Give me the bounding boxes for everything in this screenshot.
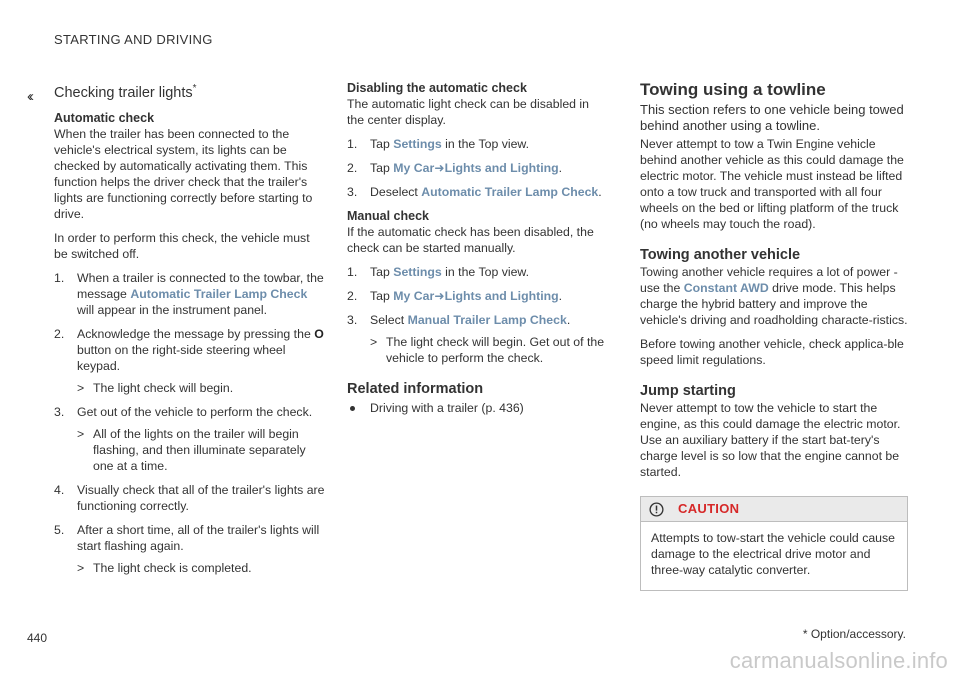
- paragraph: If the automatic check has been disabled, the check can be started manually.: [347, 225, 594, 255]
- footnote: * Option/accessory.: [802, 627, 906, 641]
- warning-icon: [649, 502, 664, 517]
- list-item: 2. Tap My Car➜Lights and Lighting.: [347, 289, 563, 303]
- list-item: 3. Deselect Automatic Trailer Lamp Check.: [347, 185, 602, 199]
- list-item: 1. Tap Settings in the Top view.: [347, 265, 530, 279]
- column-towline: [640, 80, 908, 591]
- result-arrow-icon: >: [77, 426, 85, 441]
- manual-lamp-check-link[interactable]: Manual Trailer Lamp Check: [407, 313, 567, 327]
- step-list: [347, 264, 609, 366]
- section-title-towline: Towing using a towline: [640, 80, 826, 99]
- my-car-link[interactable]: My Car: [393, 161, 435, 175]
- paragraph: The automatic light check can be disabled in the center display.: [347, 97, 589, 127]
- trailer-lamp-check-link[interactable]: Automatic Trailer Lamp Check: [421, 185, 599, 199]
- list-item: 3. Select Manual Trailer Lamp Check. > The light check will begin. Get out of the vehicle to perform the check.: [347, 312, 609, 366]
- bullet-icon: [350, 406, 355, 411]
- caution-header: [641, 497, 907, 522]
- paragraph: Towing another vehicle requires a lot of power - use the Constant AWD drive mode. This helps charge the hybrid battery and improve the vehicle's driving and roadholding characte-ristics.: [640, 265, 908, 327]
- caution-text: Attempts to tow-start the vehicle could cause damage to the electrical drive motor and three-way catalytic converter.: [651, 531, 896, 577]
- list-item: 1. Tap Settings in the Top view.: [347, 137, 530, 151]
- paragraph: Before towing another vehicle, check applica-ble speed limit regulations.: [640, 337, 904, 367]
- subheading-disabling: Disabling the automatic check: [347, 81, 527, 95]
- subheading-towing-another-vehicle: Towing another vehicle: [640, 247, 801, 263]
- page-number: 440: [27, 631, 48, 645]
- step-result: > The light check will begin.: [77, 380, 234, 395]
- column-trailer-lights: [54, 80, 326, 584]
- related-information-heading: Related information: [347, 381, 484, 397]
- paragraph: In order to perform this check, the vehicle must be switched off.: [54, 230, 310, 261]
- list-item: 4. Visually check that all of the trailer's lights are functioning correctly.: [54, 482, 325, 513]
- column-disabling: [347, 80, 609, 416]
- watermark: carmanualsonline.info: [729, 648, 948, 673]
- result-arrow-icon: >: [370, 335, 378, 349]
- paragraph: Never attempt to tow the vehicle to start the engine, as this could damage the electric motor. Use an auxiliary battery if the start bat-tery's charge level is so low that the engine cannot be started.: [640, 401, 901, 479]
- result-arrow-icon: >: [77, 380, 85, 395]
- arrow-right-icon: ➜: [434, 161, 445, 175]
- message-link[interactable]: Automatic Trailer Lamp Check: [130, 286, 308, 301]
- result-arrow-icon: >: [77, 560, 85, 575]
- subheading-jump-starting: Jump starting: [640, 383, 736, 399]
- subheading-manual-check: Manual check: [347, 209, 429, 223]
- section-header: STARTING AND DRIVING: [54, 32, 213, 47]
- paragraph: Never attempt to tow a Twin Engine vehicle behind another vehicle as this could damage the electric motor. The vehicle must instead be lifted onto a tow truck and transported with all four wheels on the bed or lifting platform of the truck (no wheels may touch the road).: [640, 137, 904, 231]
- caution-box: [640, 496, 908, 591]
- lead-paragraph: This section refers to one vehicle being towed behind another using a towline.: [640, 102, 904, 133]
- arrow-right-icon: ➜: [434, 289, 445, 303]
- related-link[interactable]: Driving with a trailer (p. 436): [347, 400, 609, 416]
- lights-link[interactable]: Lights and Lighting: [444, 161, 559, 175]
- section-title-trailer-lights: Checking trailer lights*: [54, 83, 197, 101]
- settings-link[interactable]: Settings: [393, 265, 442, 279]
- list-item: 2. Acknowledge the message by pressing the O button on the right-side steering wheel keypad. > The light check will begin.: [54, 326, 326, 396]
- step-list: [347, 136, 609, 200]
- option-mark: *: [192, 83, 197, 94]
- bookmark-back-icon[interactable]: ‹‹: [27, 88, 31, 105]
- step-result: > The light check is completed.: [77, 560, 252, 575]
- list-item: 3. Get out of the vehicle to perform the check. > All of the lights on the trailer will begin flashing, and then illuminate separately one at a time.: [54, 404, 326, 474]
- lights-link[interactable]: Lights and Lighting: [444, 289, 559, 303]
- list-item: 2. Tap My Car➜Lights and Lighting.: [347, 161, 563, 175]
- step-list: [54, 270, 326, 576]
- my-car-link[interactable]: My Car: [393, 289, 435, 303]
- caution-title: CAUTION: [678, 501, 740, 516]
- subheading-automatic-check: Automatic check: [54, 110, 155, 125]
- step-result: > The light check will begin. Get out of the vehicle to perform the check.: [370, 335, 605, 365]
- list-item: 1. When a trailer is connected to the towbar, the message Automatic Trailer Lamp Check will appear in the instrument panel.: [54, 270, 324, 317]
- step-result: > All of the lights on the trailer will begin flashing, and then illuminate separately one at a time.: [77, 426, 306, 473]
- constant-awd-link[interactable]: Constant AWD: [683, 281, 769, 295]
- button-label: O: [314, 326, 324, 341]
- list-item: 5. After a short time, all of the trailer's lights will start flashing again. > The light check is completed.: [54, 522, 326, 576]
- settings-link[interactable]: Settings: [393, 137, 442, 151]
- paragraph: When the trailer has been connected to the vehicle's electrical system, its lights can be checked by automatically activating them. This function helps the driver check that the trailer's lights are functioning correctly before starting to drive.: [54, 126, 313, 221]
